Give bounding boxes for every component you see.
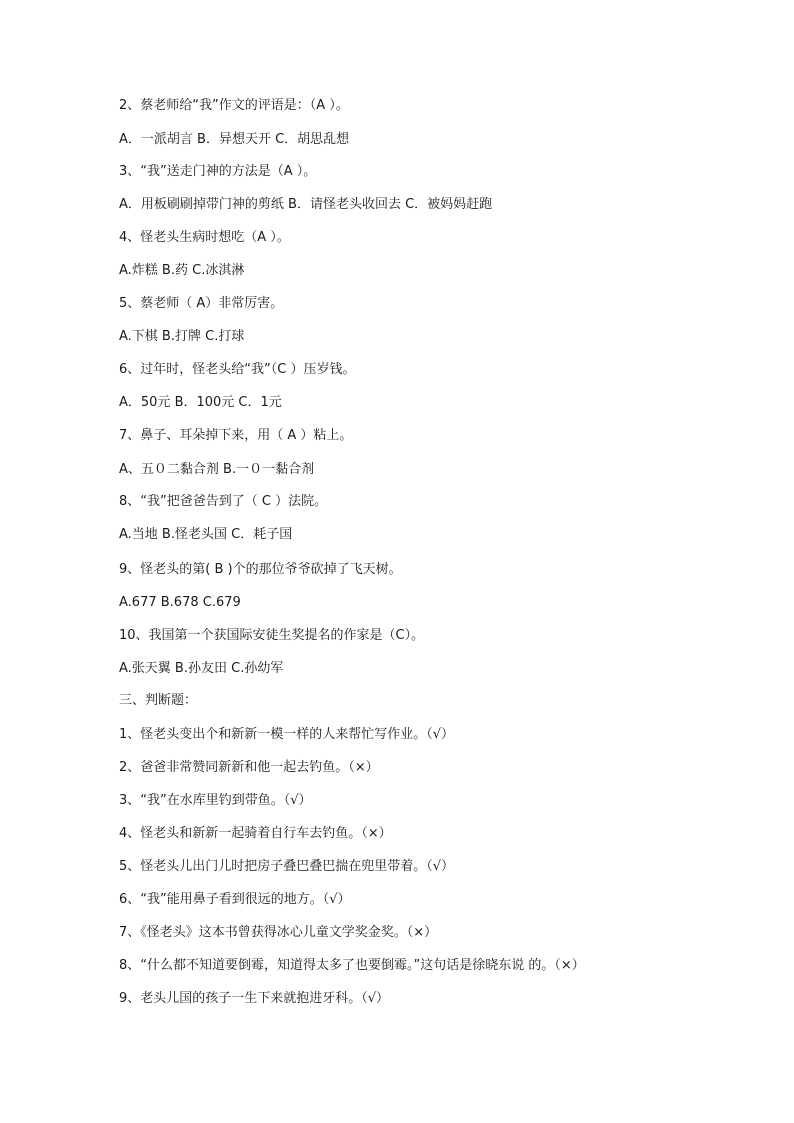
question-4: 4、怪老头生病时想吃（A ）。 [119,230,290,245]
judgment-6: 6、“我”能用鼻子看到很远的地方。（√） [119,892,351,907]
options-10: A.张天翼 B.孙友田 C.孙幼军 [119,661,284,676]
judgment-5: 5、怪老头儿出门儿时把房子叠巴叠巴揣在兜里带着。（√） [119,859,455,874]
question-2: 2、蔡老师给“我”作文的评语是：（A ）。 [119,98,349,113]
judgment-3: 3、“我”在水库里钓到带鱼。（√） [119,793,312,808]
options-3: A．用板刷刷掉带门神的剪纸 B．请怪老头收回去 C．被妈妈赶跑 [119,197,493,212]
options-5: A.下棋 B.打牌 C.打球 [119,329,245,344]
judgment-7: 7、《怪老头》这本书曾获得冰心儿童文学奖金奖。（×） [119,925,438,940]
options-8: A.当地 B.怪老头国 C．耗子国 [119,527,293,542]
judgment-4: 4、怪老头和新新一起骑着自行车去钓鱼。（×） [119,826,392,841]
question-10: 10、我国第一个获国际安徒生奖提名的作家是（C）。 [119,628,425,643]
options-6: A．50元 B．100元 C．1元 [119,395,282,410]
question-9: 9、怪老头的第( B )个的那位爷爷砍掉了飞天树。 [119,562,402,577]
question-3: 3、“我”送走门神的方法是（A ）。 [119,164,317,179]
judgment-2: 2、爸爸非常赞同新新和他一起去钓鱼。（×） [119,760,379,775]
question-6: 6、过年时，怪老头给“我”（C ）压岁钱。 [119,362,356,377]
judgment-9: 9、老头儿国的孩子一生下来就抱进牙科。（√） [119,991,390,1006]
section-heading-true-false: 三、判断题： [119,693,198,708]
judgment-8: 8、“什么都不知道要倒霉，知道得太多了也要倒霉。”这句话是徐晓东说 的。（×） [119,958,585,973]
options-9: A.677 B.678 C.679 [119,595,241,610]
options-4: A.炸糕 B.药 C.冰淇淋 [119,263,245,278]
question-5: 5、蔡老师（ A）非常厉害。 [119,296,284,311]
options-2: A．一派胡言 B．异想天开 C．胡思乱想 [119,132,350,147]
question-8: 8、“我”把爸爸告到了（ C ）法院。 [119,494,328,509]
judgment-1: 1、怪老头变出个和新新一模一样的人来帮忙写作业。（√） [119,727,455,742]
question-7: 7、鼻子、耳朵掉下来，用（ A ）粘上。 [119,428,353,443]
options-7: A、五０二黏合剂 B.一０一黏合剂 [119,462,315,477]
